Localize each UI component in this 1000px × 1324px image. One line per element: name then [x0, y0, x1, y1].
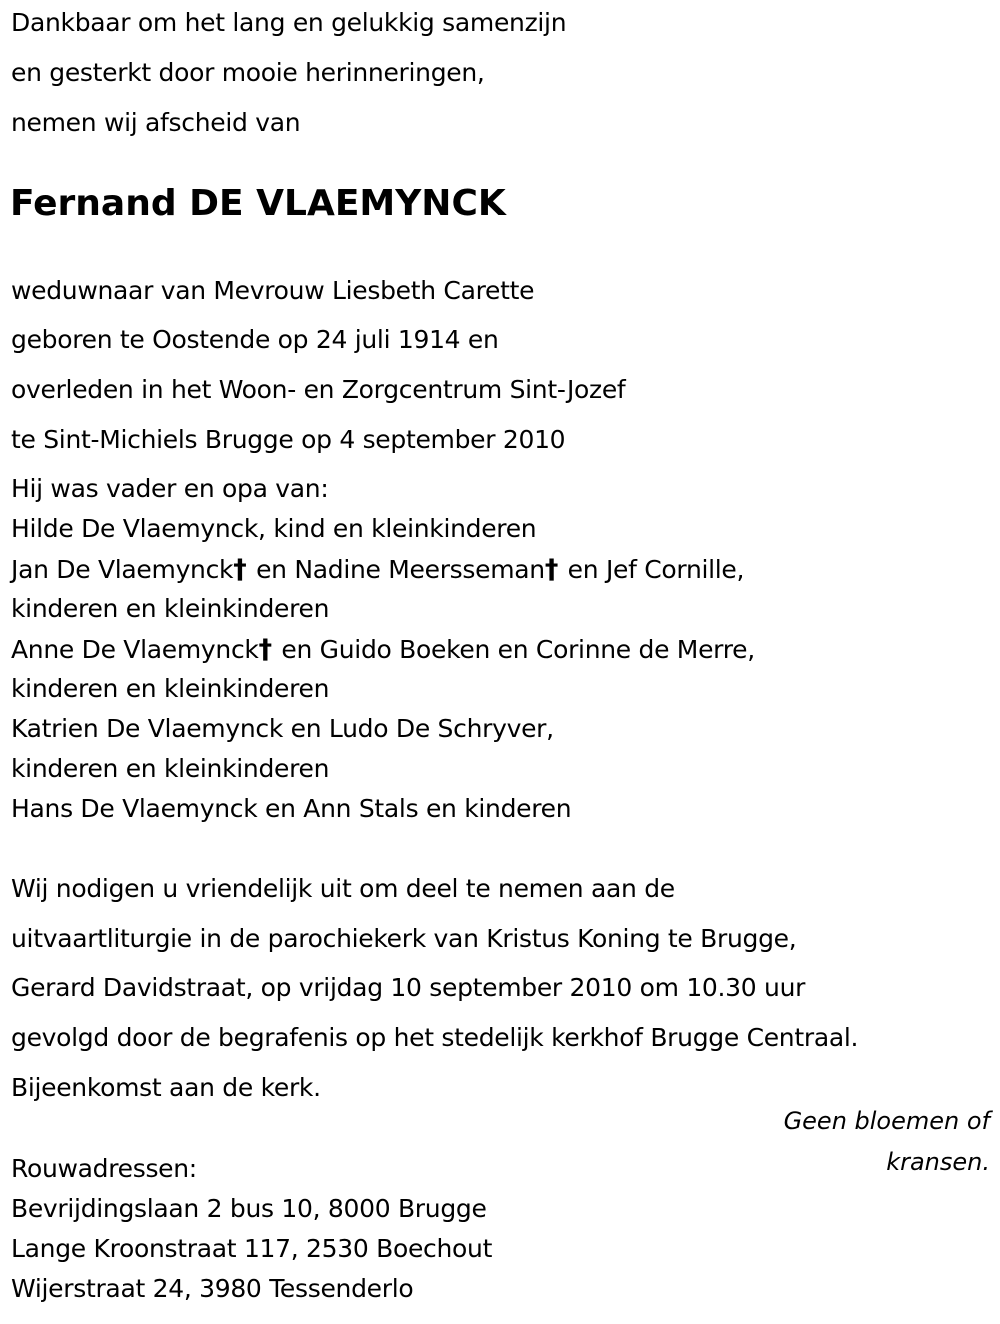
invitation-line-1: Wij nodigen u vriendelijk uit om deel te nemen aan de [11, 874, 675, 903]
detail-widower: weduwnaar van Mevrouw Liesbeth Carette [11, 276, 535, 305]
address-2: Lange Kroonstraat 117, 2530 Boechout [11, 1234, 493, 1263]
family-name-jan: Jan De Vlaemynck [11, 555, 234, 584]
address-3: Wijerstraat 24, 3980 Tessenderlo [11, 1274, 414, 1303]
detail-death-date: te Sint-Michiels Brugge op 4 september 2010 [11, 425, 566, 454]
family-name-jef: en Jef Cornille, [560, 555, 745, 584]
family-line-2 [11, 554, 744, 585]
invitation-line-5: Bijeenkomst aan de kerk. [11, 1073, 321, 1102]
no-flowers-note-line-2: kransen. [886, 1148, 990, 1176]
cross-icon: † [258, 634, 272, 665]
no-flowers-note-line-1: Geen bloemen of [783, 1107, 990, 1135]
family-line-5: kinderen en kleinkinderen [11, 674, 330, 703]
family-intro: Hij was vader en opa van: [11, 474, 329, 503]
cross-icon: † [233, 554, 247, 585]
detail-birth: geboren te Oostende op 24 juli 1914 en [11, 325, 499, 354]
family-line-6: Katrien De Vlaemynck en Ludo De Schryver, [11, 714, 554, 743]
detail-death-place: overleden in het Woon- en Zorgcentrum Sint-Jozef [11, 375, 626, 404]
family-line-3: kinderen en kleinkinderen [11, 594, 330, 623]
family-name-guido-corinne: en Guido Boeken en Corinne de Merre, [273, 635, 755, 664]
invitation-line-4: gevolgd door de begrafenis op het stedelijk kerkhof Brugge Centraal. [11, 1023, 859, 1052]
intro-line-2: en gesterkt door mooie herinneringen, [11, 58, 485, 87]
deceased-name: Fernand DE VLAEMYNCK [10, 183, 506, 224]
family-name-nadine: en Nadine Meersseman [248, 555, 545, 584]
invitation-line-3: Gerard Davidstraat, op vrijdag 10 september 2010 om 10.30 uur [11, 973, 806, 1002]
family-line-1: Hilde De Vlaemynck, kind en kleinkinderen [11, 514, 537, 543]
cross-icon: † [544, 554, 559, 585]
intro-line-3: nemen wij afscheid van [11, 108, 301, 137]
family-line-8: Hans De Vlaemynck en Ann Stals en kinderen [11, 794, 572, 823]
addresses-label: Rouwadressen: [11, 1154, 197, 1183]
intro-line-1: Dankbaar om het lang en gelukkig samenzijn [11, 8, 567, 37]
invitation-line-2: uitvaartliturgie in de parochiekerk van Kristus Koning te Brugge, [11, 924, 797, 953]
family-line-4 [11, 634, 755, 665]
address-1: Bevrijdingslaan 2 bus 10, 8000 Brugge [11, 1194, 487, 1223]
family-line-7: kinderen en kleinkinderen [11, 754, 330, 783]
family-name-anne: Anne De Vlaemynck [11, 635, 259, 664]
